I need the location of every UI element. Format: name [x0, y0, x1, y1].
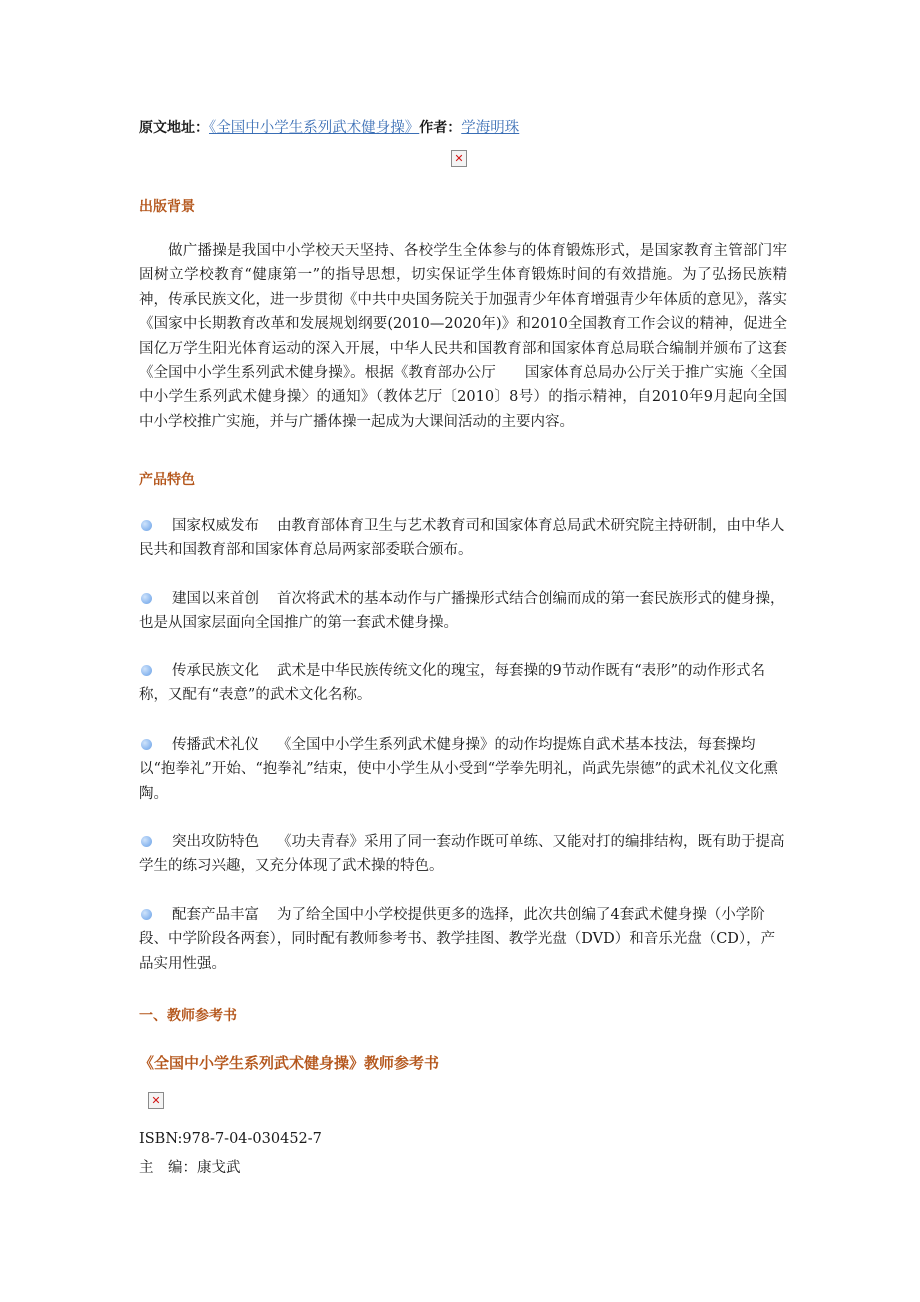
blue-dot-bullet-icon	[141, 665, 152, 676]
book-title: 《全国中小学生系列武术健身操》教师参考书	[139, 1054, 440, 1072]
author-link[interactable]: 学海明珠	[461, 120, 520, 136]
feature-title: 传播武术礼仪	[172, 737, 259, 753]
feature-item	[139, 903, 787, 976]
blue-dot-bullet-icon	[141, 520, 152, 531]
feature-text: 由教育部体育卫生与艺术教育司和国家体育总局武术研究院主持研制，由中华人民共和国教育部和国家体育总局两家部委联合颁布。	[139, 518, 785, 559]
source-line	[139, 116, 519, 137]
blue-dot-bullet-icon	[141, 593, 152, 604]
isbn-text: ISBN:978-7-04-030452-7	[139, 1131, 322, 1147]
feature-item	[139, 733, 787, 806]
background-paragraph: 做广播操是我国中小学校天天坚持、各校学生全体参与的体育锻炼形式，是国家教育主管部门牢固树立学校教育“健康第一”的指导思想，切实保证学生体育锻炼时间的有效措施。为了弘扬民族精神，传承民族文化，进一步贯彻《中共中央国务院关于加强青少年体育增强青少年体质的意见》，落实《国家中长期教育改革和发展规划纲要(2010—2020年)》和2010全国教育工作会议的精神，促进全国亿万学生阳光体育运动的深入开展，中华人民共和国教育部和国家体育总局联合编制并颁布了这套《全国中小学生系列武术健身操》。根据《教育部办公厅 国家体育总局办公厅关于推广实施〈全国中小学生系列武术健身操〉的通知》（教体艺厅〔2010〕8号）的指示精神，自2010年9月起向全国中小学校推广实施，并与广播体操一起成为大课间活动的主要内容。	[139, 243, 787, 430]
feature-text: 《功夫青春》采用了同一套动作既可单练、又能对打的编排结构，既有助于提高学生的练习兴趣，又充分体现了武术操的特色。	[139, 834, 785, 875]
feature-text: 为了给全国中小学校提供更多的选择，此次共创编了4套武术健身操（小学阶段、中学阶段各两套），同时配有教师参考书、教学挂图、教学光盘（DVD）和音乐光盘（CD），产品实用性强。	[139, 907, 776, 972]
feature-item	[139, 830, 787, 879]
feature-title: 传承民族文化	[172, 663, 259, 679]
blue-dot-bullet-icon	[141, 739, 152, 750]
feature-item	[139, 587, 787, 636]
editor-text: 主 编：康戈武	[139, 1160, 241, 1176]
feature-title: 突出攻防特色	[172, 834, 259, 850]
feature-text: 首次将武术的基本动作与广播操形式结合创编而成的第一套民族形式的健身操，也是从国家层面向全国推广的第一套武术健身操。	[139, 591, 785, 632]
feature-item	[139, 514, 787, 563]
blue-dot-bullet-icon	[141, 836, 152, 847]
background-heading: 出版背景	[139, 199, 195, 215]
source-label: 原文地址：	[139, 120, 209, 136]
feature-title: 国家权威发布	[172, 518, 259, 534]
teacher-book-heading: 一、教师参考书	[139, 1008, 237, 1024]
broken-image-icon	[451, 150, 467, 167]
blue-dot-bullet-icon	[141, 909, 152, 920]
broken-image-icon	[148, 1092, 164, 1109]
author-label: 作者：	[419, 120, 462, 136]
source-link[interactable]: 《全国中小学生系列武术健身操》	[209, 120, 420, 136]
feature-title: 建国以来首创	[172, 591, 259, 607]
feature-title: 配套产品丰富	[172, 907, 259, 923]
feature-text: 《全国中小学生系列武术健身操》的动作均提炼自武术基本技法，每套操均以“抱拳礼”开始、“抱拳礼”结束，使中小学生从小受到“学拳先明礼，尚武先崇德”的武术礼仪文化熏陶。	[139, 737, 778, 802]
features-heading: 产品特色	[139, 472, 195, 488]
feature-item	[139, 659, 787, 708]
feature-text: 武术是中华民族传统文化的瑰宝，每套操的9节动作既有“表形”的动作形式名称，又配有“表意”的武术文化名称。	[139, 663, 766, 704]
